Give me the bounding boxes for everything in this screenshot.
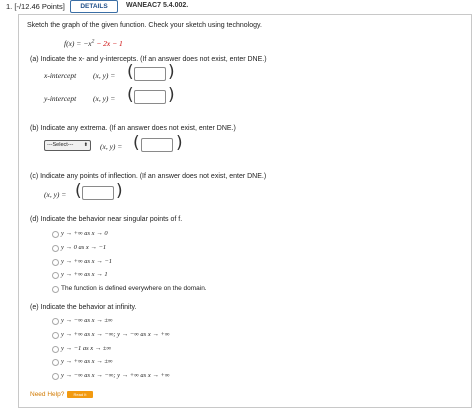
extrema-pair-label: (x, y) = <box>100 142 123 151</box>
infinity-option-2-label: y → +∞ as x → −∞; y → −∞ as x → +∞ <box>61 331 170 338</box>
singular-option-4-label: y → +∞ as x → 1 <box>61 271 108 278</box>
infinity-option-3-label: y → −1 as x → ±∞ <box>61 345 112 352</box>
singular-option-1-label: y → +∞ as x → 0 <box>61 230 108 237</box>
y-intercept-pair-label: (x, y) = <box>93 94 116 103</box>
question-index: 1. <box>6 2 13 11</box>
infinity-option-1-label: y → −∞ as x → ±∞ <box>61 317 113 324</box>
singular-option-5-label: The function is defined everywhere on the domain. <box>61 285 207 292</box>
part-e-instruction: (e) Indicate the behavior at infinity. <box>30 304 137 311</box>
infinity-option-2-radio[interactable] <box>52 332 59 339</box>
part-d-instruction: (d) Indicate the behavior near singular points of f. <box>30 216 183 223</box>
extrema-select-value: ---Select--- <box>47 142 74 148</box>
x-intercept-label: x-intercept <box>44 71 77 80</box>
y-intercept-open-paren: ( <box>127 85 134 105</box>
details-button[interactable]: DETAILS <box>70 0 118 13</box>
extrema-input[interactable] <box>141 138 173 152</box>
select-arrows-icon: ⬍ <box>83 142 88 148</box>
part-a-instruction: (a) Indicate the x- and y-intercepts. (If an answer does not exist, enter DNE.) <box>30 56 267 63</box>
singular-option-1-radio[interactable] <box>52 231 59 238</box>
infinity-option-1-radio[interactable] <box>52 318 59 325</box>
question-number <box>6 2 65 11</box>
x-intercept-input[interactable] <box>134 67 166 81</box>
y-intercept-label: y-intercept <box>44 94 77 103</box>
inflection-close-paren: ) <box>116 181 123 201</box>
read-it-button[interactable]: Read It <box>67 391 93 398</box>
x-intercept-open-paren: ( <box>127 62 134 82</box>
y-intercept-close-paren: ) <box>168 85 175 105</box>
infinity-option-5-label: y → −∞ as x → −∞; y → +∞ as x → +∞ <box>61 372 170 379</box>
singular-option-2-label: y → 0 as x → −1 <box>61 244 107 251</box>
function-exponent: 2 <box>91 38 95 45</box>
infinity-option-4-label: y → +∞ as x → ±∞ <box>61 358 113 365</box>
singular-option-2-radio[interactable] <box>52 245 59 252</box>
infinity-option-4-radio[interactable] <box>52 359 59 366</box>
extrema-open-paren: ( <box>133 133 140 153</box>
function-lhs: f(x) = −x <box>64 39 92 48</box>
extrema-close-paren: ) <box>176 133 183 153</box>
function-definition <box>64 39 123 48</box>
inflection-input[interactable] <box>82 186 114 200</box>
inflection-open-paren: ( <box>75 181 82 201</box>
infinity-option-5-radio[interactable] <box>52 373 59 380</box>
inflection-pair-label: (x, y) = <box>44 190 67 199</box>
problem-code: WANEAC7 5.4.002. <box>126 2 189 9</box>
singular-option-4-radio[interactable] <box>52 272 59 279</box>
need-help-label: Need Help? <box>30 391 65 398</box>
function-rhs: − 2x − 1 <box>96 39 123 48</box>
singular-option-5-radio[interactable] <box>52 286 59 293</box>
prompt-text: Sketch the graph of the given function. Check your sketch using technology. <box>27 22 262 29</box>
part-b-instruction: (b) Indicate any extrema. (If an answer does not exist, enter DNE.) <box>30 125 236 132</box>
y-intercept-input[interactable] <box>134 90 166 104</box>
infinity-option-3-radio[interactable] <box>52 346 59 353</box>
points-label: [-/12.46 Points] <box>14 2 65 11</box>
x-intercept-pair-label: (x, y) = <box>93 71 116 80</box>
singular-option-3-radio[interactable] <box>52 259 59 266</box>
extrema-type-select[interactable] <box>44 140 91 151</box>
part-c-instruction: (c) Indicate any points of inflection. (If an answer does not exist, enter DNE.) <box>30 173 267 180</box>
singular-option-3-label: y → +∞ as x → −1 <box>61 258 112 265</box>
x-intercept-close-paren: ) <box>168 62 175 82</box>
